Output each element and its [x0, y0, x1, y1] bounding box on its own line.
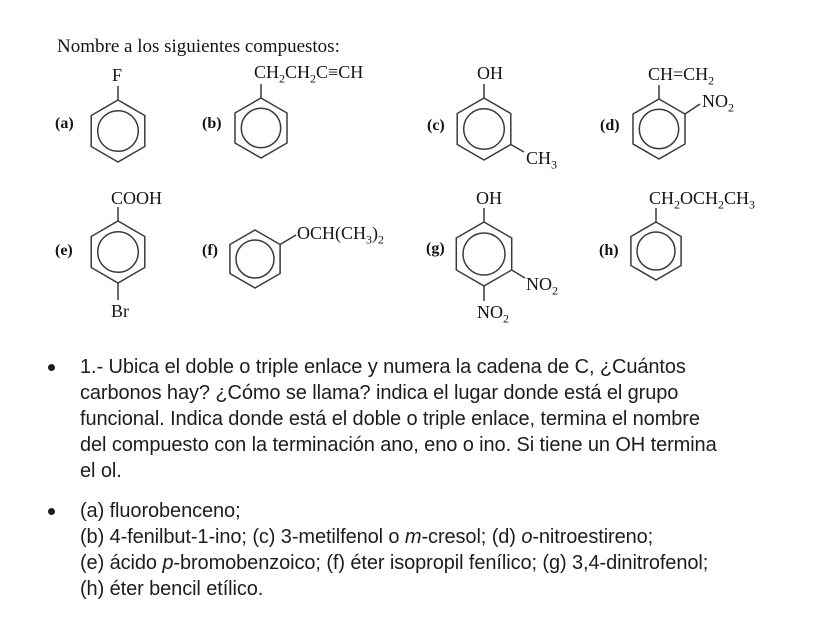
benzene-circle: [637, 232, 675, 270]
formula-d-no2: $NO_2$: [702, 91, 734, 115]
benzene-hexagon: [91, 100, 145, 162]
formula-c-oh: OH: [477, 63, 503, 83]
benzene-hexagon: [230, 230, 280, 288]
formula-f-ether: $OCH(CH_3)_2$: [297, 223, 385, 247]
bond-to-no2-meta: [512, 270, 525, 278]
benzene-hexagon: [456, 222, 511, 286]
structure-c-drawing: [457, 84, 524, 160]
text-line: del compuesto con la terminación ano, eno o ino. Si tiene un OH termina: [80, 434, 717, 456]
text-line: carbonos hay? ¿Cómo se llama? indica el lugar donde está el grupo: [80, 382, 679, 404]
benzene-hexagon: [633, 99, 685, 159]
bond-to-no2: [685, 104, 700, 114]
benzene-hexagon: [631, 222, 681, 280]
text-line: 1.- Ubica el doble o triple enlace y numera la cadena de C, ¿Cuántos: [80, 356, 686, 378]
structure-f-drawing: [230, 230, 296, 288]
text-line: (e) ácido p-bromobenzoico; (f) éter isopropil fenílico; (g) 3,4-dinitrofenol;: [80, 552, 709, 574]
compound-d-label: (d): [600, 117, 620, 134]
formula-g-no2-para: $NO_2$: [477, 302, 509, 326]
page-title: Nombre a los siguientes compuestos:: [57, 36, 340, 57]
benzene-circle: [98, 232, 139, 273]
bullet-icon: [48, 364, 55, 371]
compound-h-label: (h): [599, 242, 619, 259]
compound-a-label: (a): [55, 115, 74, 132]
benzene-circle: [236, 240, 274, 278]
structure-b-drawing: [235, 84, 287, 158]
text-line: el ol.: [80, 460, 122, 482]
benzene-hexagon: [457, 98, 511, 160]
formula-g-no2-meta: $NO_2$: [526, 274, 558, 298]
compound-e-label: (e): [55, 242, 73, 259]
benzene-hexagon: [235, 98, 287, 158]
benzene-hexagon: [91, 221, 145, 283]
formula-e-br: Br: [111, 301, 129, 321]
compound-g-label: (g): [426, 240, 445, 257]
text-line: (b) 4-fenilbut-1-ino; (c) 3-metilfenol o m-cresol; (d) o-nitroestireno;: [80, 526, 654, 548]
structure-e-drawing: [91, 207, 145, 300]
benzene-circle: [464, 109, 505, 150]
structure-g-drawing: [456, 208, 525, 301]
structure-h-drawing: [631, 208, 681, 280]
formula-g-oh: OH: [476, 188, 502, 208]
structure-a-drawing: [91, 86, 145, 162]
formula-c-ch3: $CH_3$: [526, 148, 558, 172]
answers-paragraph: [80, 498, 708, 602]
formula-e-cooh: COOH: [111, 188, 163, 208]
benzene-circle: [98, 111, 139, 152]
structure-d-drawing: [633, 85, 700, 159]
formula-d-vinyl: $CH=CH_2$: [648, 64, 715, 88]
benzene-circle: [241, 108, 280, 147]
text-line: (h) éter bencil etílico.: [80, 578, 264, 600]
compound-c-label: (c): [427, 117, 445, 134]
formula-b-chain: $CH_2CH_2C\equiv CH$: [254, 62, 364, 86]
benzene-circle: [639, 109, 678, 148]
formula-a-f: F: [112, 65, 123, 85]
text-line: funcional. Indica donde está el doble o triple enlace, termina el nombre: [80, 408, 700, 430]
benzene-circle: [463, 233, 505, 275]
bond-to-ether: [280, 235, 296, 245]
text-line: (a) fluorobenceno;: [80, 500, 241, 522]
formula-h-chain: $CH_2OCH_2CH_3$: [649, 188, 756, 212]
bond-to-ch3: [511, 145, 524, 153]
compound-f-label: (f): [202, 242, 218, 259]
bullet-icon: [48, 508, 55, 515]
instructions-paragraph: [80, 354, 717, 484]
compound-b-label: (b): [202, 115, 222, 132]
